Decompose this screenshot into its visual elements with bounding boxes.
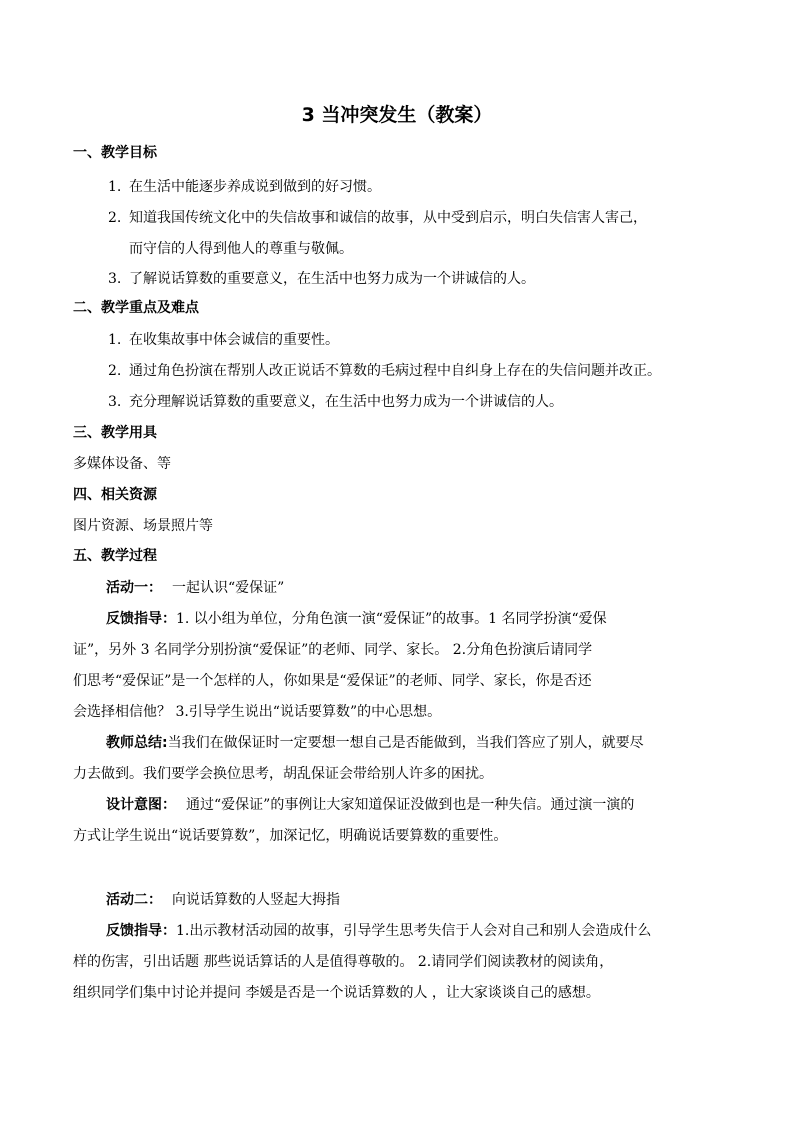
section-heading-tools: 三、教学用具: [73, 425, 157, 441]
resources-text: 图片资源、场景照片等: [73, 518, 213, 534]
feedback-line: [106, 609, 724, 640]
section-heading-process: 五、教学过程: [73, 548, 157, 564]
item-text: 通过角色扮演在帮别人改正说话不算数的毛病过程中自纠身上存在的失信问题并改正。: [129, 363, 661, 379]
section-heading-key-points: 二、教学重点及难点: [73, 300, 199, 316]
feedback-text: 1. 以小组为单位，分角色演一演“爱保证”的故事。1 名同学扮演“爱保: [176, 611, 607, 627]
feedback-line: 们思考“爱保证”是一个怎样的人，你如果是“爱保证”的老师、同学、家长，你是否还: [73, 673, 592, 689]
activity-title-line: [106, 578, 724, 609]
summary-label: 教师总结:: [106, 735, 168, 751]
feedback-text: 1.出示教材活动园的故事，引导学生思考失信于人会对自己和别人会造成什么: [176, 923, 652, 939]
item-number: 2.: [108, 210, 122, 226]
list-item: [108, 330, 339, 350]
document-title: 3 当冲突发生（教案）: [301, 104, 493, 126]
activity-label: 活动二：: [106, 892, 162, 908]
feedback-line: 会选择相信他？ 3.引导学生说出“说话要算数”的中心思想。: [73, 704, 442, 720]
item-number: 1.: [108, 332, 122, 348]
feedback-line: [106, 921, 724, 952]
intent-label: 设计意图：: [106, 797, 176, 813]
intent-line: [106, 795, 724, 826]
activity-two-block: [73, 890, 724, 1014]
item-text: 在收集故事中体会诚信的重要性。: [129, 332, 339, 348]
item-number: 2.: [108, 363, 122, 379]
summary-text: 当我们在做保证时一定要想一想自己是否能做到，当我们答应了别人，就要尽: [167, 735, 644, 751]
item-text: 在生活中能逐步养成说到做到的好习惯。: [129, 179, 381, 195]
section-heading-objectives: 一、教学目标: [73, 145, 157, 161]
feedback-label: 反馈指导：: [106, 923, 176, 939]
activity-title: 一起认识“爱保证”: [172, 580, 285, 596]
summary-line: [106, 733, 724, 764]
item-continuation: 而守信的人得到他人的尊重与敬佩。: [129, 241, 353, 257]
item-number: 3.: [108, 394, 122, 410]
intent-text: 通过“爱保证”的事例让大家知道保证没做到也是一种失信。通过演一演的: [186, 797, 635, 813]
feedback-label: 反馈指导：: [106, 611, 176, 627]
feedback-line: 样的伤害，引出话题 那些说话算话的人是值得尊敬的。 2.请同学们阅读教材的阅读角，: [73, 954, 614, 970]
item-text: 知道我国传统文化中的失信故事和诚信的故事，从中受到启示，明白失信害人害己，: [129, 210, 647, 226]
feedback-line: 证”，另外 3 名同学分别扮演“爱保证”的老师、同学、家长。 2.分角色扮演后请同学: [73, 642, 593, 658]
list-item: [108, 208, 647, 228]
section-heading-resources: 四、相关资源: [73, 487, 157, 503]
activity-title-line: [106, 890, 724, 921]
list-item: [108, 392, 563, 412]
list-item: [108, 177, 381, 197]
item-text: 了解说话算数的重要意义，在生活中也努力成为一个讲诚信的人。: [129, 271, 535, 287]
intent-line: 方式让学生说出“说话要算数”，加深记忆，明确说话要算数的重要性。: [73, 828, 508, 844]
summary-line: 力去做到。我们要学会换位思考，胡乱保证会带给别人许多的困扰。: [73, 766, 493, 782]
tools-text: 多媒体设备、等: [73, 456, 171, 472]
item-number: 1.: [108, 179, 122, 195]
feedback-line: 组织同学们集中讨论并提问 李媛是否是一个说话算数的人 ，让大家谈谈自己的感想。: [73, 985, 600, 1001]
activity-label: 活动一：: [106, 580, 162, 596]
activity-one-block: [73, 578, 724, 857]
item-number: 3.: [108, 271, 122, 287]
list-item: [108, 361, 661, 381]
activity-title: 向说话算数的人竖起大拇指: [172, 892, 340, 908]
item-text: 充分理解说话算数的重要意义，在生活中也努力成为一个讲诚信的人。: [129, 394, 563, 410]
list-item: [108, 269, 535, 289]
